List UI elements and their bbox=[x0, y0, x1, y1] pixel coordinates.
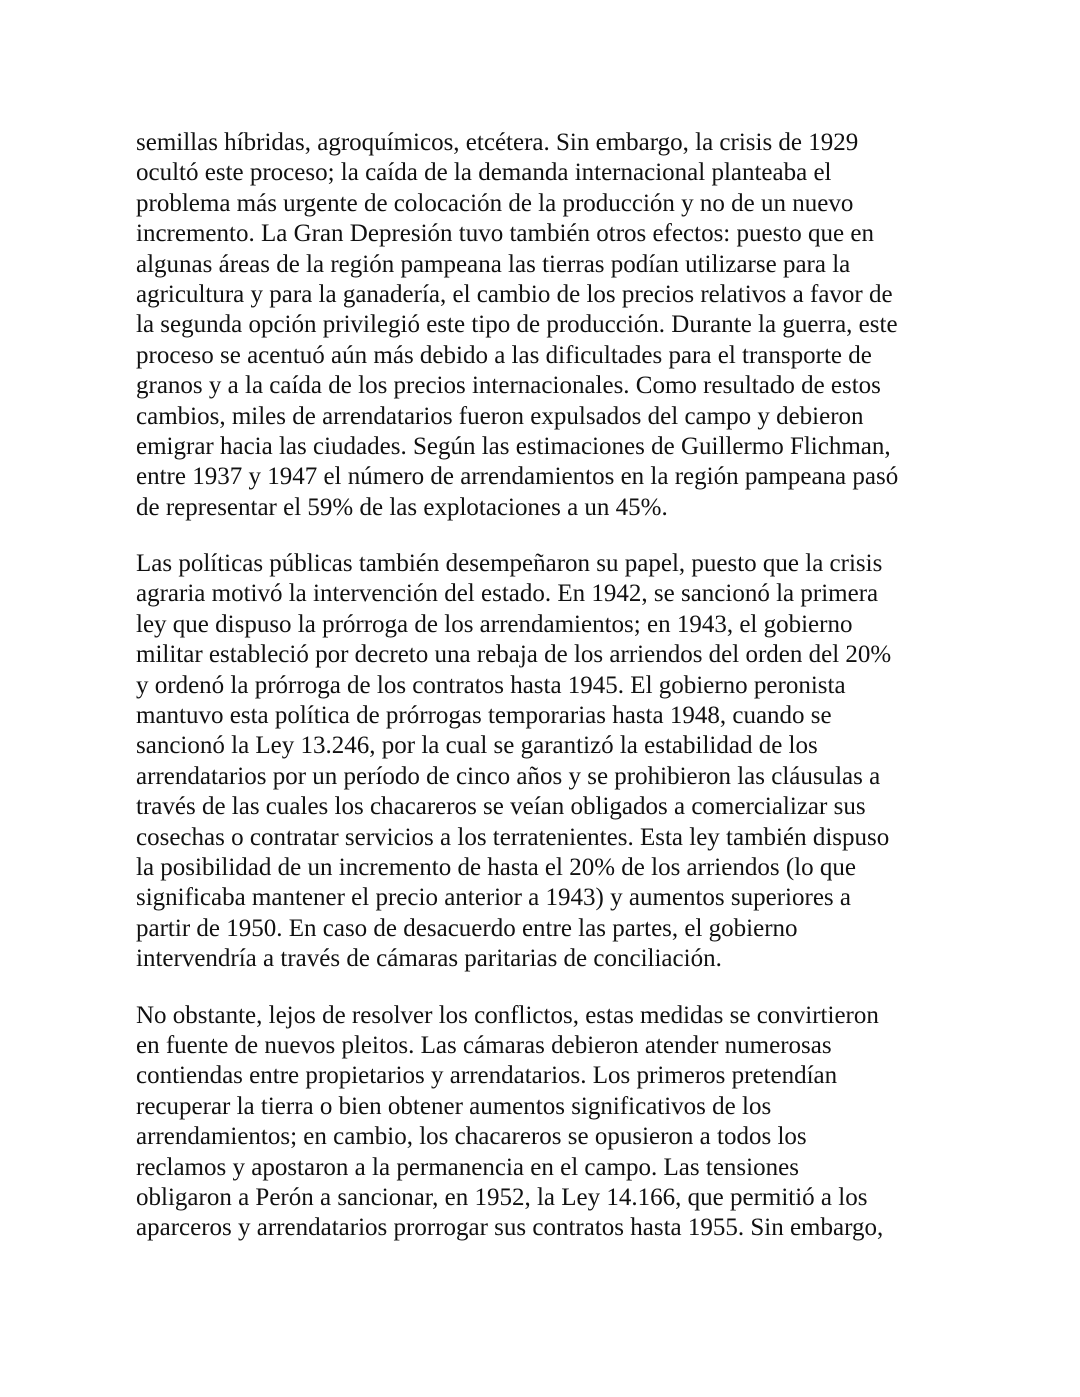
text-line: y ordenó la prórroga de los contratos hasta 1945. El gobierno peronista bbox=[136, 671, 846, 699]
text-line: incremento. La Gran Depresión tuvo también otros efectos: puesto que en bbox=[136, 220, 874, 248]
text-line: problema más urgente de colocación de la producción y no de un nuevo bbox=[136, 189, 854, 217]
text-line: la segunda opción privilegió este tipo de producción. Durante la guerra, este bbox=[136, 311, 898, 339]
text-line: granos y a la caída de los precios internacionales. Como resultado de estos bbox=[136, 372, 881, 400]
text-line: cosechas o contratar servicios a los terratenientes. Esta ley también dispuso bbox=[136, 823, 890, 851]
text-line: mantuvo esta política de prórrogas temporarias hasta 1948, cuando se bbox=[136, 702, 832, 730]
text-line: agricultura y para la ganadería, el cambio de los precios relativos a favor de bbox=[136, 280, 893, 308]
text-line: reclamos y apostaron a la permanencia en el campo. Las tensiones bbox=[136, 1153, 799, 1181]
text-line: semillas híbridas, agroquímicos, etcétera. Sin embargo, la crisis de 1929 bbox=[136, 129, 859, 156]
text-line: proceso se acentuó aún más debido a las dificultades para el transporte de bbox=[136, 341, 872, 369]
text-line: partir de 1950. En caso de desacuerdo entre las partes, el gobierno bbox=[136, 914, 798, 942]
text-line: Las políticas públicas también desempeñaron su papel, puesto que la crisis bbox=[136, 550, 883, 578]
text-line: emigrar hacia las ciudades. Según las estimaciones de Guillermo Flichman, bbox=[136, 432, 891, 460]
text-line: en fuente de nuevos pleitos. Las cámaras debieron atender numerosas bbox=[136, 1031, 832, 1059]
text-line: agraria motivó la intervención del estado. En 1942, se sancionó la primera bbox=[136, 580, 879, 608]
text-line: entre 1937 y 1947 el número de arrendamientos en la región pampeana pasó bbox=[136, 463, 899, 491]
text-line: arrendamientos; en cambio, los chacareros se opusieron a todos los bbox=[136, 1123, 807, 1151]
text-line: la posibilidad de un incremento de hasta el 20% de los arriendos (lo que bbox=[136, 853, 856, 881]
text-line: aparceros y arrendatarios prorrogar sus contratos hasta 1955. Sin embargo, bbox=[136, 1214, 884, 1242]
document-page bbox=[136, 128, 966, 1270]
text-line: ley que dispuso la prórroga de los arrendamientos; en 1943, el gobierno bbox=[136, 610, 853, 638]
text-line: significaba mantener el precio anterior a 1943) y aumentos superiores a bbox=[136, 884, 852, 912]
text-line: de representar el 59% de las explotaciones a un 45%. bbox=[136, 493, 668, 521]
text-line: intervendría a través de cámaras paritarias de conciliación. bbox=[136, 945, 722, 973]
text-line: No obstante, lejos de resolver los conflictos, estas medidas se convirtieron bbox=[136, 1001, 879, 1029]
text-line: obligaron a Perón a sancionar, en 1952, la Ley 14.166, que permitió a los bbox=[136, 1183, 868, 1211]
paragraph bbox=[136, 1001, 966, 1244]
text-line: militar estableció por decreto una rebaja de los arriendos del orden del 20% bbox=[136, 641, 892, 669]
paragraph bbox=[136, 549, 966, 974]
text-line: través de las cuales los chacareros se veían obligados a comercializar sus bbox=[136, 793, 866, 821]
text-line: contiendas entre propietarios y arrendatarios. Los primeros pretendían bbox=[136, 1062, 838, 1090]
text-line: ocultó este proceso; la caída de la demanda internacional planteaba el bbox=[136, 159, 832, 187]
text-line: recuperar la tierra o bien obtener aumentos significativos de los bbox=[136, 1092, 772, 1120]
text-line: algunas áreas de la región pampeana las tierras podían utilizarse para la bbox=[136, 250, 851, 278]
paragraph bbox=[136, 128, 966, 523]
text-line: sancionó la Ley 13.246, por la cual se garantizó la estabilidad de los bbox=[136, 732, 818, 760]
text-line: cambios, miles de arrendatarios fueron expulsados del campo y debieron bbox=[136, 402, 864, 430]
text-line: arrendatarios por un período de cinco años y se prohibieron las cláusulas a bbox=[136, 762, 881, 790]
